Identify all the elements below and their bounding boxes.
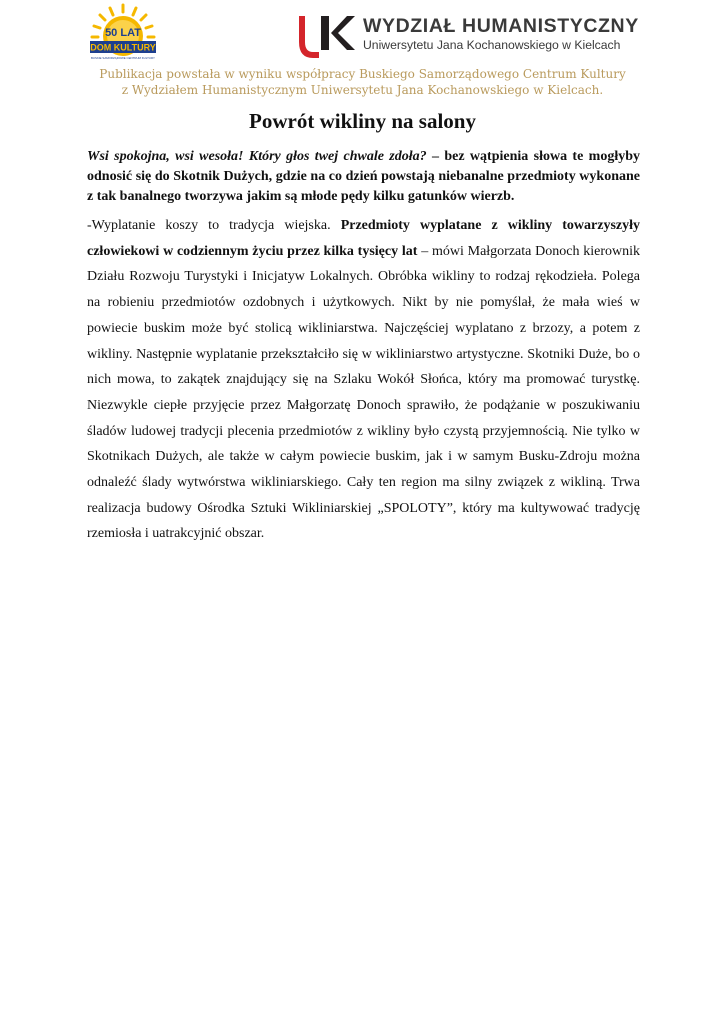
lead-quote: Wsi spokojna, wsi wesoła! Który głos twej chwale zdoła? <box>87 149 427 164</box>
faculty-subtitle: Uniwersytetu Jana Kochanowskiego w Kielcach <box>363 38 621 52</box>
credit-line-2: z Wydziałem Humanistycznym Uniwersytetu Jana Kochanowskiego w Kielcach. <box>121 83 604 97</box>
body-text: – mówi Małgorzata Donoch kierownik Działu Rozwoju Turystyki i Inicjatyw Lokalnych. Obróbka wikliny to rodzaj rękodzieła. Polega na robieniu przedmiotów ozdobnych i użytkowych. Nikt by nie pomyślał, że mała wieś w powiecie buskim może być stolicą wikliniarstwa. Najczęściej wyplatano z brzozy, a potem z wikliny. Następnie wyplatanie przekształciło się w wikliniarstwo artystyczne. Skotniki Duże, bo o nich mowa, to zakątek znajdujący się na Szlaku Wokół Słońca, który ma promować turystkę. Niezwykle ciepłe przyjęcie przez Małgorzatę Donoch sprawiło, że podążanie w poszukiwaniu śladów ludowej tradycji plecenia przedmiotów z wikliny było czystą przyjemnością. Nie tylko w Skotnikach Dużych, ale także w całym powiecie buskim, jak i w samym Busku-Zdroju można odnaleźć ślady wytwórstwa wikliniarskiego. Cały ten region ma silny związek z wikliną. Trwa realizacja budowy Ośrodka Sztuki Wikliniarskiej „SPOLOTY”, który ma kultywować tradycję rzemiosła i uatrakcyjnić obszar. <box>87 243 640 542</box>
lead-text: – bez wątpienia słowa te mogłyby odnosić się do Skotnik Dużych, gdzie na co dzień powstają niebanalne przedmioty wykonane z tak banalnego tworzywa jakim są młode pędy kilku gatunków wierzb. <box>87 149 641 204</box>
body-intro: -Wyplatanie koszy to tradycja wiejska. <box>87 218 341 233</box>
article-title: Powrót wikliny na salony <box>249 109 476 133</box>
dom-kultury-logo <box>86 2 160 64</box>
ujk-mark-icon <box>299 16 355 58</box>
faculty-title: WYDZIAŁ HUMANISTYCZNY <box>363 15 639 37</box>
dom-kultury-subtitle: BUSKIE SAMORZĄDOWE CENTRUM KULTURY <box>91 56 155 60</box>
article-body <box>87 213 640 547</box>
years-text: 50 LAT <box>105 27 141 39</box>
wydzial-humanistyczny-logo <box>293 12 653 64</box>
body-bold-quote: Przedmioty wyplatane z wikliny towarzyszyły człowiekowi w codziennym życiu przez kilka tysięcy lat <box>87 218 640 259</box>
publication-credit <box>20 66 705 98</box>
dom-kultury-text: DOM KULTURY <box>90 42 156 53</box>
credit-line-1: Publikacja powstała w wyniku współpracy Buskiego Samorządowego Centrum Kultury <box>99 67 626 81</box>
article-lead <box>87 147 640 207</box>
